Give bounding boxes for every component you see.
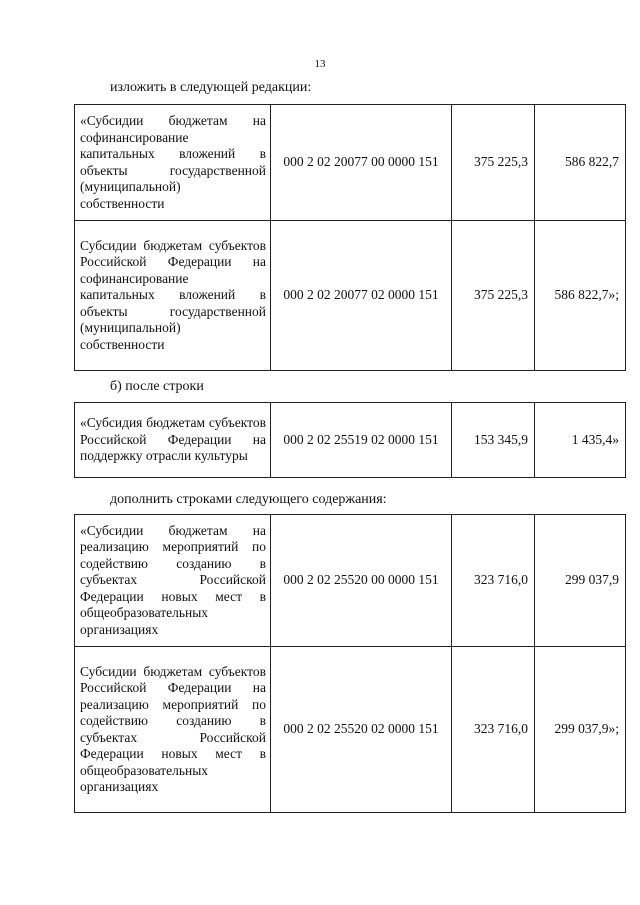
row-name: Субсидии бюджетам субъектов Российской Федерации на реализацию мероприятий по содействию созданию в субъектах Российской Федерации новых мест в общеобразовательных организациях	[75, 647, 271, 813]
row-code: 000 2 02 20077 00 0000 151	[271, 105, 452, 221]
row-value-1: 323 716,0	[452, 515, 535, 647]
supplement-label: дополнить строками следующего содержания:	[110, 492, 387, 507]
row-code: 000 2 02 25519 02 0000 151	[271, 403, 452, 478]
row-value-1: 153 345,9	[452, 403, 535, 478]
row-value-1: 375 225,3	[452, 105, 535, 221]
table-row	[75, 221, 626, 371]
row-value-2: 299 037,9	[535, 515, 626, 647]
row-value-1: 323 716,0	[452, 647, 535, 813]
row-name: «Субсидии бюджетам на реализацию мероприятий по содействию созданию в субъектах Российской Федерации новых мест в общеобразовательных организациях	[75, 515, 271, 647]
budget-table-2	[74, 402, 626, 478]
row-code: 000 2 02 25520 02 0000 151	[271, 647, 452, 813]
page-number: 13	[314, 58, 326, 70]
row-value-2: 586 822,7	[535, 105, 626, 221]
row-name: «Субсидия бюджетам субъектов Российской Федерации на поддержку отрасли культуры	[75, 403, 271, 478]
intro-paragraph: изложить в следующей редакции:	[110, 80, 312, 95]
budget-table-3	[74, 514, 626, 813]
table-row	[75, 105, 626, 221]
row-value-2: 586 822,7»;	[535, 221, 626, 371]
table-row	[75, 515, 626, 647]
table-row	[75, 647, 626, 813]
row-name: Субсидии бюджетам субъектов Российской Федерации на софинансирование капитальных вложений в объекты государственной (муниципальной) собственности	[75, 221, 271, 371]
row-value-2: 1 435,4»	[535, 403, 626, 478]
budget-table-1	[74, 104, 626, 371]
row-name: «Субсидии бюджетам на софинансирование капитальных вложений в объекты государственной (муниципальной) собственности	[75, 105, 271, 221]
row-code: 000 2 02 25520 00 0000 151	[271, 515, 452, 647]
row-value-1: 375 225,3	[452, 221, 535, 371]
row-value-2: 299 037,9»;	[535, 647, 626, 813]
row-code: 000 2 02 20077 02 0000 151	[271, 221, 452, 371]
table-row	[75, 403, 626, 478]
after-row-label: б) после строки	[110, 379, 204, 394]
